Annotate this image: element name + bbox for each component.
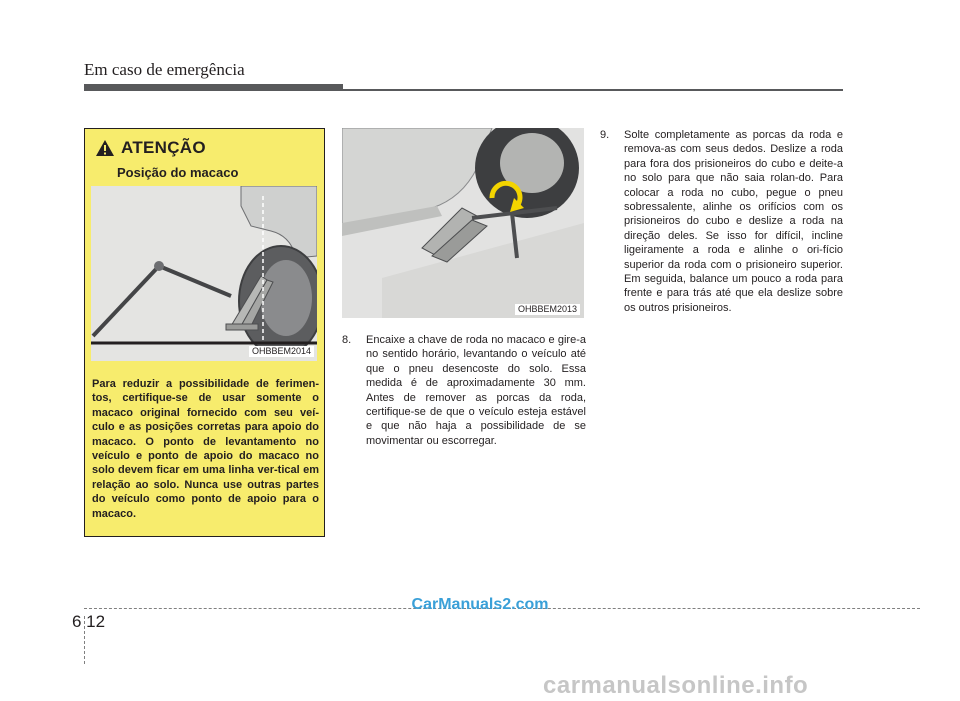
- page-number: 6 12: [72, 612, 106, 631]
- warning-header: [95, 138, 206, 158]
- step-text: Encaixe a chave de roda no macaco e gire-a no sentido horário, levantando o veículo até que o pneu desencoste do solo. Essa medida é de aproximadamente 30 mm. Antes de remover as porcas da roda, certifique-se de que o veículo esteja estável e que não haja a possibilidade de se movimentar ou escorregar.: [366, 334, 586, 447]
- warning-title: ATENÇÃO: [121, 138, 206, 157]
- image-code-label: OHBBEM2014: [249, 346, 314, 357]
- wheel-wrench-illustration: [342, 128, 584, 318]
- step-number: 9.: [600, 129, 610, 141]
- warning-subtitle: Posição do macaco: [117, 165, 239, 180]
- header-rule: [343, 89, 843, 91]
- step-9: [600, 128, 843, 315]
- wheel-wrench-drawing: [342, 128, 584, 318]
- step-8: [342, 333, 586, 448]
- warning-text: Para reduzir a possibilidade de ferimen-tos, certifique-se de usar somente o macaco original fornecido com seu veí-culo e as posições corretas para apoio do macaco. O ponto de levantamento no veículo e ponto de apoio do macaco no solo devem ficar em uma linha ver-tical em relação ao solo. Nunca use outras partes do veículo como ponto de apoio para o macaco.: [92, 378, 319, 520]
- watermark-link[interactable]: CarManuals2.com: [411, 596, 549, 613]
- step-text: Solte completamente as porcas da roda e remova-as com seus dedos. Deslize a roda para fora dos prisioneiros do cubo e deite-a no solo para que não saia rolan-do. Para colocar a roda no cubo, pegue o pneu sobressalente, alinhe os orifícios com os prisioneiros do cubo e deslize a roda na direção deles. Se isso for difícil, incline ligeiramente a roda e alinhe o ori-fício superior da roda com o prisioneiro superior. Em seguida, balance um pouco a roda para frente e para trás até que ela deslize sobre os outros prisioneiros.: [624, 129, 843, 314]
- jack-position-illustration: [91, 186, 317, 361]
- jack-position-drawing: [91, 186, 317, 361]
- page-header-title: Em caso de emergência: [84, 60, 245, 79]
- warning-icon: [95, 139, 115, 157]
- watermark-text: carmanualsonline.info: [543, 672, 809, 699]
- image-code-label: OHBBEM2013: [515, 304, 580, 315]
- step-number: 8.: [342, 334, 352, 346]
- warning-box: [84, 128, 325, 537]
- header-bar: [84, 84, 343, 91]
